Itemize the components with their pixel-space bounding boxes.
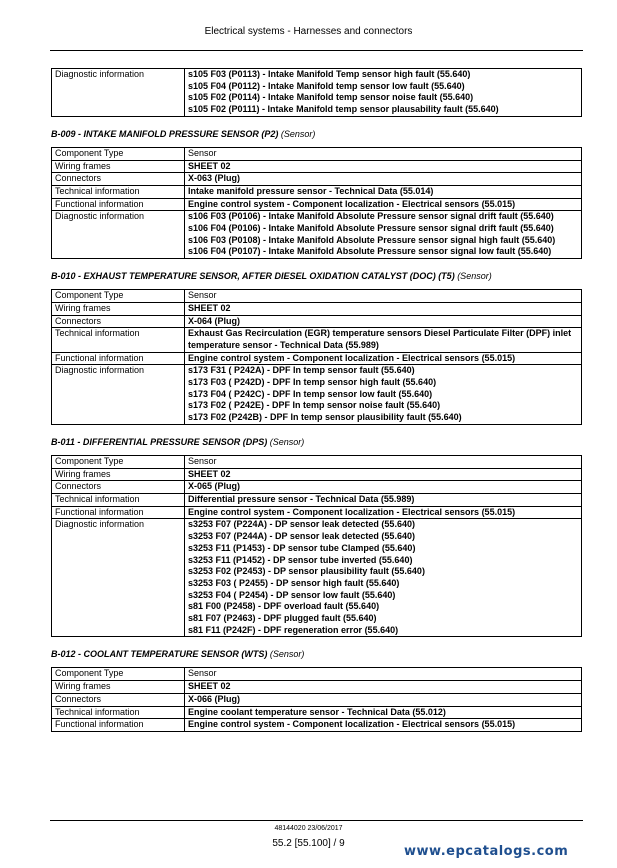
document-number: 48144020 23/06/2017 [274, 825, 343, 832]
value-line: s106 F04 (P0106) - Intake Manifold Absolute Pressure sensor signal drift fault (55.640) [188, 223, 554, 234]
table-row [52, 481, 582, 494]
table-row [52, 160, 582, 173]
row-value [185, 147, 582, 160]
table-row [52, 198, 582, 211]
value-line: X-064 (Plug) [188, 315, 241, 326]
spec-table [51, 68, 582, 117]
row-key: Technical information [52, 185, 185, 198]
table-row [52, 365, 582, 425]
row-key: Technical information [52, 706, 185, 719]
value-line: s81 F11 (P242F) - DPF regeneration error (55.640) [188, 624, 399, 635]
spec-table [51, 289, 582, 425]
spec-table [51, 455, 582, 638]
value-line: Sensor [188, 668, 217, 679]
row-value [185, 506, 582, 519]
row-value [185, 198, 582, 211]
value-line: s173 F02 ( P242E) - DPF In temp sensor noise fault (55.640) [188, 400, 441, 411]
table-row [52, 519, 582, 637]
value-line: Sensor [188, 290, 217, 301]
table-row [52, 69, 582, 117]
value-line: s173 F02 (P242B) - DPF In temp sensor plausibility fault (55.640) [188, 412, 462, 423]
row-value [185, 493, 582, 506]
table-row [52, 668, 582, 681]
value-line: s106 F04 (P0107) - Intake Manifold Absolute Pressure sensor signal low fault (55.640) [188, 246, 552, 257]
value-line: Engine control system - Component localization - Electrical sensors (55.015) [188, 506, 516, 517]
row-key: Diagnostic information [52, 519, 185, 637]
row-key: Technical information [52, 328, 185, 352]
value-line: Sensor [188, 455, 217, 466]
row-value [185, 328, 582, 352]
value-line: s105 F02 (P0114) - Intake Manifold temp sensor noise fault (55.640) [188, 92, 474, 103]
row-key: Component Type [52, 668, 185, 681]
row-key: Functional information [52, 198, 185, 211]
value-line: s3253 F11 (P1452) - DP sensor tube inverted (55.640) [188, 554, 413, 565]
value-line: s3253 F07 (P224A) - DP sensor leak detected (55.640) [188, 519, 415, 530]
section-title [51, 649, 582, 660]
value-line: s105 F04 (P0112) - Intake Manifold temp sensor low fault (55.640) [188, 80, 465, 91]
value-line: Sensor [188, 147, 217, 158]
row-key: Connectors [52, 481, 185, 494]
table-row [52, 328, 582, 352]
table-row [52, 290, 582, 303]
table-row [52, 493, 582, 506]
section-title-suffix: (Sensor) [267, 436, 305, 447]
row-key: Wiring frames [52, 302, 185, 315]
value-line: s81 F00 (P2458) - DPF overload fault (55.640) [188, 601, 380, 612]
row-value [185, 455, 582, 468]
row-key: Component Type [52, 147, 185, 160]
row-value [185, 290, 582, 303]
table-row [52, 302, 582, 315]
row-key: Component Type [52, 290, 185, 303]
row-key: Connectors [52, 693, 185, 706]
row-value [185, 693, 582, 706]
table-row [52, 315, 582, 328]
row-key: Connectors [52, 173, 185, 186]
value-line: Intake manifold pressure sensor - Technical Data (55.014) [188, 185, 434, 196]
table-row [52, 147, 582, 160]
row-value [185, 468, 582, 481]
row-key: Diagnostic information [52, 69, 185, 117]
section-title [51, 271, 582, 282]
value-line: Engine control system - Component localization - Electrical sensors (55.015) [188, 352, 516, 363]
value-line: s3253 F02 (P2453) - DP sensor plausibility fault (55.640) [188, 566, 425, 577]
value-line: X-065 (Plug) [188, 481, 241, 492]
row-key: Connectors [52, 315, 185, 328]
row-value [185, 185, 582, 198]
section-title-suffix: (Sensor) [454, 271, 492, 282]
value-line: Differential pressure sensor - Technical Data (55.989) [188, 493, 415, 504]
value-line: Engine coolant temperature sensor - Technical Data (55.012) [188, 706, 446, 717]
value-line: SHEET 02 [188, 302, 231, 313]
table-row [52, 173, 582, 186]
section-title-text: B-011 - DIFFERENTIAL PRESSURE SENSOR (DPS) [51, 436, 268, 447]
value-line: s106 F03 (P0106) - Intake Manifold Absolute Pressure sensor signal drift fault (55.640) [188, 211, 554, 222]
table-row [52, 706, 582, 719]
table-row [52, 211, 582, 259]
row-value [185, 365, 582, 425]
table-row [52, 681, 582, 694]
row-key: Functional information [52, 506, 185, 519]
section-title [51, 437, 582, 448]
value-line: s81 F07 (P2463) - DPF plugged fault (55.640) [188, 613, 377, 624]
row-key: Wiring frames [52, 681, 185, 694]
value-line: s3253 F03 ( P2455) - DP sensor high fault (55.640) [188, 577, 400, 588]
row-value [185, 211, 582, 259]
value-line: s173 F31 ( P242A) - DPF In temp sensor fault (55.640) [188, 365, 415, 376]
row-key: Wiring frames [52, 468, 185, 481]
row-value [185, 706, 582, 719]
value-line: s106 F03 (P0108) - Intake Manifold Absolute Pressure sensor signal high fault (55.640) [188, 234, 556, 245]
section-title-suffix: (Sensor) [278, 128, 316, 139]
footer-divider [50, 820, 583, 821]
watermark-logo: www.epcatalogs.com [404, 844, 569, 859]
row-value [185, 719, 582, 732]
value-line: X-066 (Plug) [188, 693, 241, 704]
row-value [185, 681, 582, 694]
document-body [51, 68, 582, 732]
row-value [185, 69, 582, 117]
page-number: 55.2 [55.100] / 9 [272, 838, 345, 849]
value-line: SHEET 02 [188, 681, 231, 692]
value-line: Engine control system - Component localization - Electrical sensors (55.015) [188, 198, 516, 209]
section-title-suffix: (Sensor) [267, 649, 305, 660]
value-line: s3253 F04 ( P2454) - DP sensor low fault (55.640) [188, 589, 396, 600]
value-line: s173 F04 ( P242C) - DPF In temp sensor low fault (55.640) [188, 388, 433, 399]
row-key: Diagnostic information [52, 365, 185, 425]
row-value [185, 173, 582, 186]
section-title-text: B-010 - EXHAUST TEMPERATURE SENSOR, AFTER DIESEL OXIDATION CATALYST (DOC) (T5) [51, 271, 455, 282]
table-row [52, 185, 582, 198]
value-line: s105 F03 (P0113) - Intake Manifold Temp sensor high fault (55.640) [188, 69, 471, 79]
row-value [185, 302, 582, 315]
row-value [185, 481, 582, 494]
value-line: s3253 F11 (P1453) - DP sensor tube Clamped (55.640) [188, 542, 416, 553]
value-line: SHEET 02 [188, 468, 231, 479]
table-row [52, 468, 582, 481]
row-key: Component Type [52, 455, 185, 468]
row-value [185, 315, 582, 328]
row-key: Wiring frames [52, 160, 185, 173]
section-title-text: B-009 - INTAKE MANIFOLD PRESSURE SENSOR (P2) [51, 128, 279, 139]
table-row [52, 352, 582, 365]
spec-table [51, 667, 582, 732]
table-row [52, 693, 582, 706]
header-divider [50, 50, 583, 51]
value-line: X-063 (Plug) [188, 173, 241, 184]
value-line: s105 F02 (P0111) - Intake Manifold temp sensor plausability fault (55.640) [188, 104, 499, 115]
row-key: Functional information [52, 352, 185, 365]
row-key: Technical information [52, 493, 185, 506]
value-line: s3253 F07 (P244A) - DP sensor leak detected (55.640) [188, 531, 415, 542]
spec-table [51, 147, 582, 259]
row-value [185, 160, 582, 173]
row-value [185, 668, 582, 681]
value-line: s173 F03 ( P242D) - DPF In temp sensor high fault (55.640) [188, 377, 437, 388]
row-value [185, 352, 582, 365]
value-line: SHEET 02 [188, 160, 231, 171]
section-title [51, 129, 582, 140]
value-line: Engine control system - Component localization - Electrical sensors (55.015) [188, 719, 516, 730]
table-row [52, 455, 582, 468]
section-title-text: B-012 - COOLANT TEMPERATURE SENSOR (WTS) [51, 649, 268, 660]
row-key: Functional information [52, 719, 185, 732]
table-row [52, 719, 582, 732]
value-line: Exhaust Gas Recirculation (EGR) temperature sensors Diesel Particulate Filter (DPF) inlet temperature sensor - Technical Data (55.989) [188, 328, 572, 350]
row-value [185, 519, 582, 637]
table-row [52, 506, 582, 519]
row-key: Diagnostic information [52, 211, 185, 259]
page-header-title: Electrical systems - Harnesses and connectors [204, 26, 413, 37]
